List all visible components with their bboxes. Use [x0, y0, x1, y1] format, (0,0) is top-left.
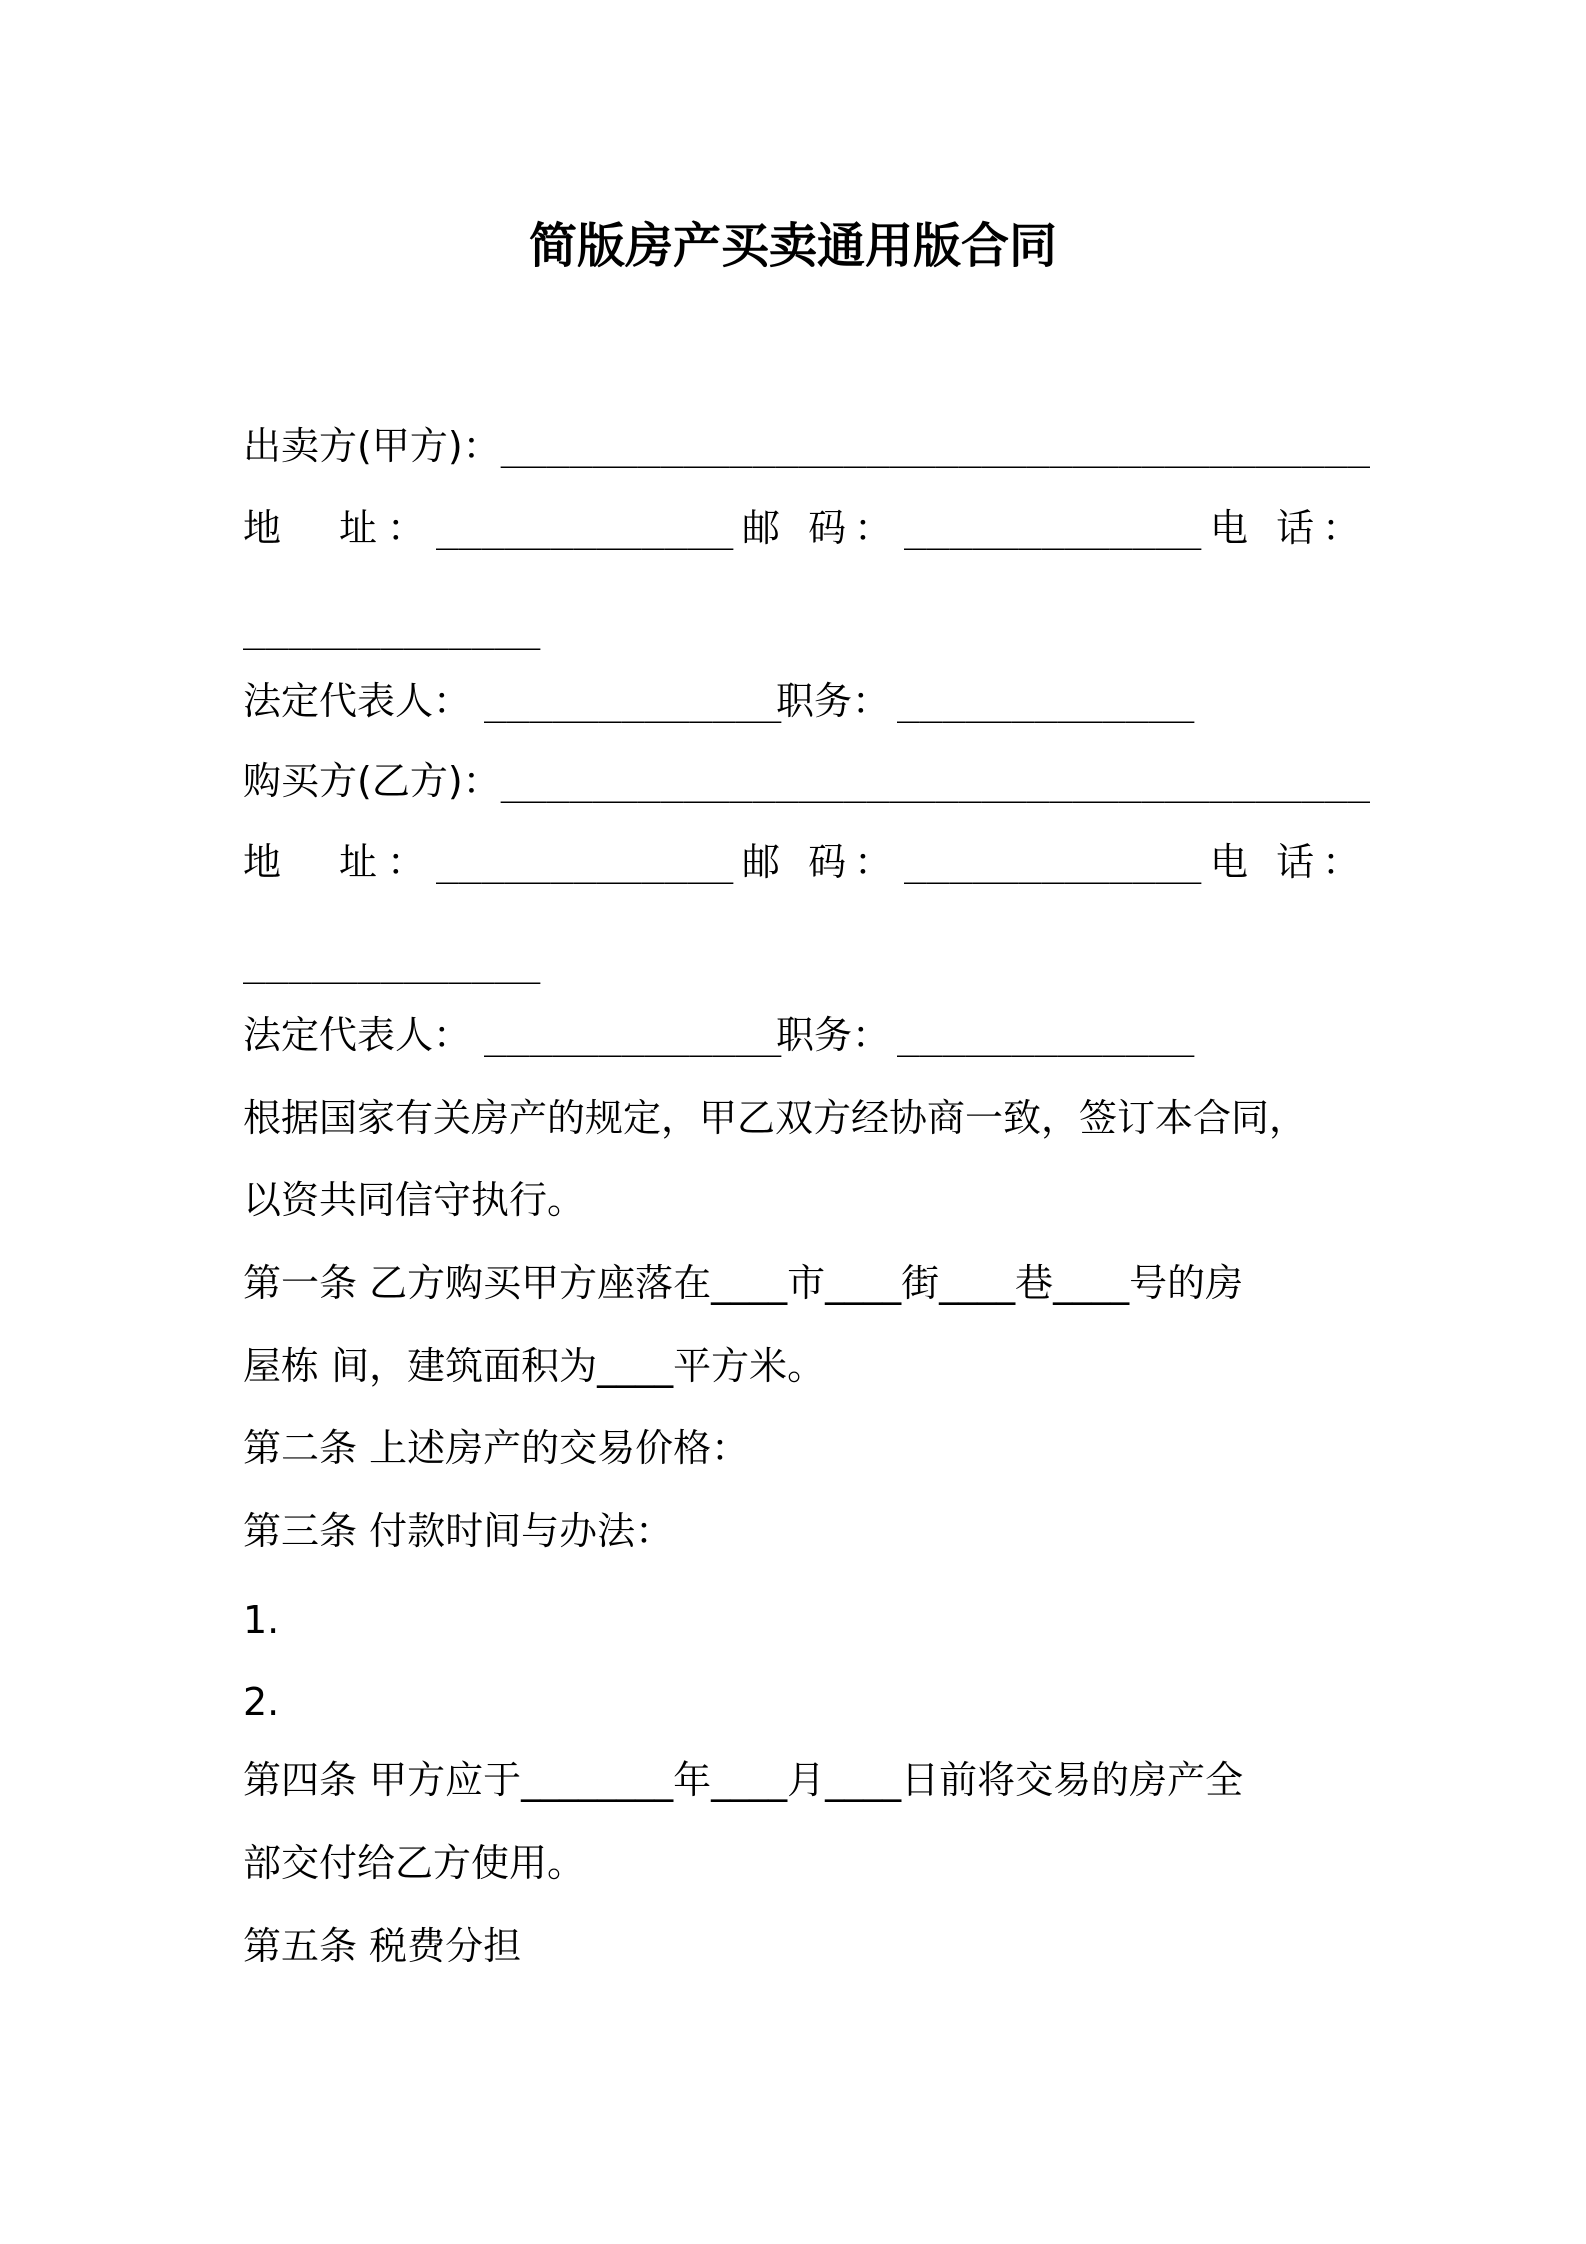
buyer-rep-blank: _____________ — [484, 1013, 782, 1057]
buyer-phone-blank: _____________ — [243, 940, 541, 984]
buyer-address-label: 地 址： — [243, 840, 436, 884]
buyer-phone-label: 电 话： — [1210, 840, 1369, 884]
seller-address-label: 地 址： — [243, 506, 436, 550]
buyer-name-blank: ______________________________________ — [500, 759, 1371, 803]
buyer-postcode-blank: _____________ — [904, 840, 1202, 884]
seller-position-blank: _____________ — [897, 679, 1195, 723]
list-item-1: 1. — [243, 1598, 280, 1642]
buyer-position-label: 职务： — [776, 1013, 891, 1057]
preamble-line-1: 根据国家有关房产的规定，甲乙双方经协商一致，签订本合同， — [243, 1096, 1308, 1140]
buyer-address-blank: _____________ — [436, 840, 734, 884]
article-3: 第三条 付款时间与办法： — [243, 1509, 674, 1553]
buyer-postcode-label: 邮 码： — [742, 840, 901, 884]
seller-phone-blank: _____________ — [243, 606, 541, 650]
buyer-rep-label: 法定代表人： — [243, 1013, 472, 1057]
preamble-line-2: 以资共同信守执行。 — [243, 1178, 586, 1222]
seller-name-blank: ______________________________________ — [500, 424, 1371, 468]
buyer-name-line — [243, 753, 1370, 809]
buyer-name-label: 购买方(乙方)： — [243, 759, 501, 803]
article-5: 第五条 税费分担 — [243, 1924, 522, 1968]
seller-postcode-blank: _____________ — [904, 506, 1202, 550]
seller-phone-label: 电 话： — [1210, 506, 1369, 550]
article-1-line-2: 屋栋 间，建筑面积为____平方米。 — [243, 1344, 826, 1388]
article-2: 第二条 上述房产的交易价格： — [243, 1426, 750, 1470]
seller-name-label: 出卖方(甲方)： — [243, 424, 501, 468]
document-title: 简版房产买卖通用版合同 — [528, 218, 1057, 274]
article-4-line-1: 第四条 甲方应于________年____月____日前将交易的房产全 — [243, 1758, 1244, 1802]
seller-rep-blank: _____________ — [484, 679, 782, 723]
article-1-line-1: 第一条 乙方购买甲方座落在____市____街____巷____号的房 — [243, 1261, 1244, 1305]
seller-address-blank: _____________ — [436, 506, 734, 550]
seller-postcode-label: 邮 码： — [742, 506, 901, 550]
article-4-line-2: 部交付给乙方使用。 — [243, 1841, 586, 1885]
buyer-position-blank: _____________ — [897, 1013, 1195, 1057]
seller-rep-label: 法定代表人： — [243, 679, 472, 723]
seller-name-line — [243, 418, 1370, 474]
seller-position-label: 职务： — [776, 679, 891, 723]
list-item-2: 2. — [243, 1680, 280, 1724]
